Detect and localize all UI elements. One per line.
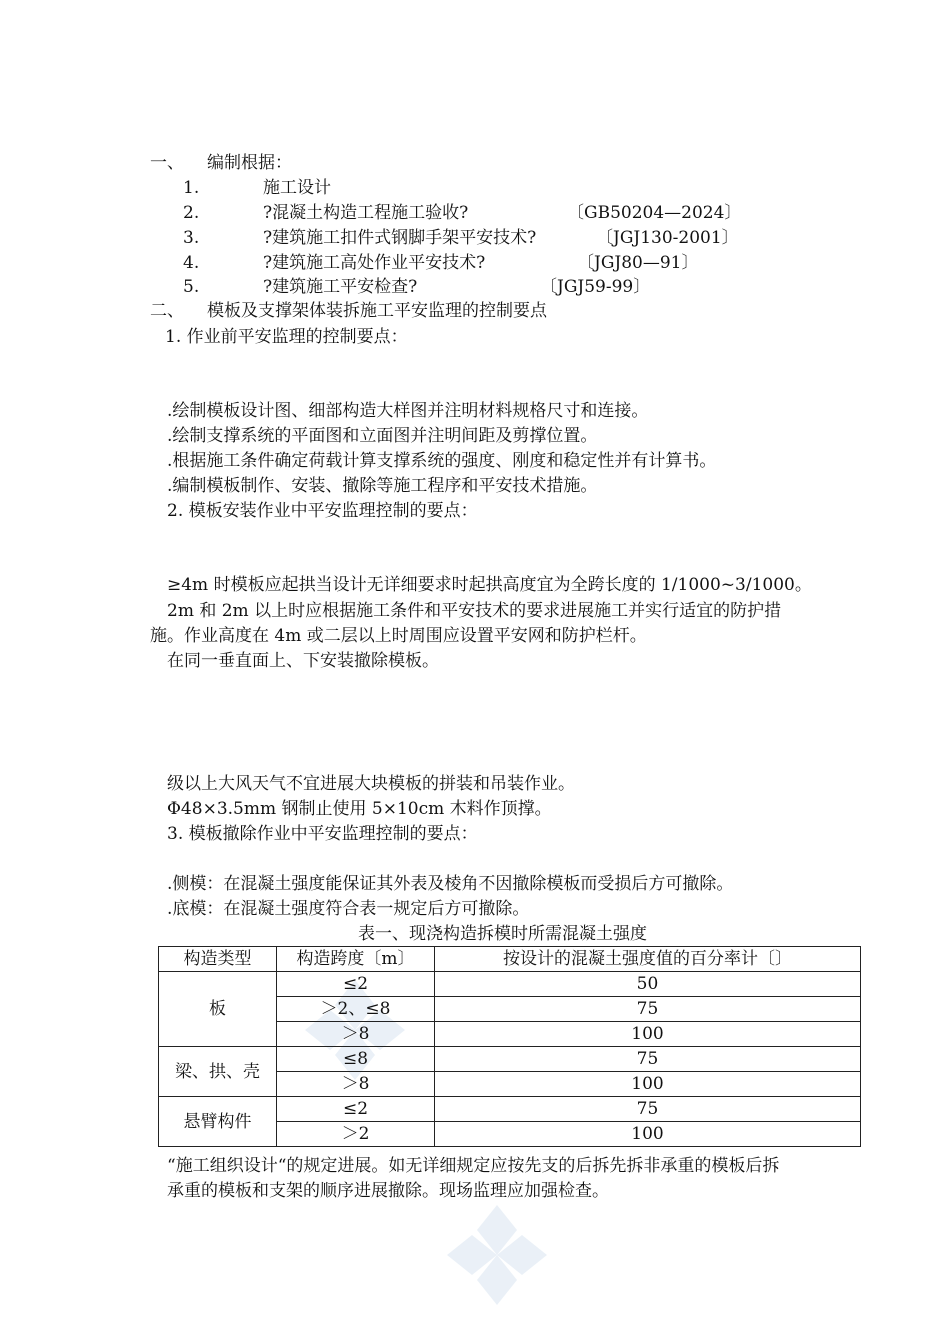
table-caption: 表一、现浇构造拆模时所需混凝土强度: [358, 924, 647, 944]
strength-table: [158, 946, 861, 1147]
pct-cell: 100: [435, 1022, 861, 1047]
list-item-num: 2.: [183, 203, 200, 223]
span-cell: ≤2: [277, 1097, 435, 1122]
paragraph: .底模：在混凝土强度符合表一规定后方可撤除。: [167, 899, 530, 919]
table-row: [159, 1047, 861, 1072]
pct-cell: 100: [435, 1122, 861, 1147]
paragraph: ≥4m 时模板应起拱当设计无详细要求时起拱高度宜为全跨长度的 1/1000~3/1000。: [167, 575, 812, 595]
list-item-num: 1.: [183, 178, 200, 198]
section1-heading-num: 一、: [150, 153, 184, 173]
list-item-text: ?混凝土构造工程施工验收?: [263, 203, 469, 223]
paragraph: 2m 和 2m 以上时应根据施工条件和平安技术的要求进展施工并实行适宜的防护措: [167, 601, 782, 621]
type-cell: 梁、拱、壳: [159, 1047, 277, 1097]
list-item-num: 4.: [183, 253, 200, 273]
type-cell: 板: [159, 972, 277, 1047]
paragraph: 承重的模板和支架的顺序进展撤除。现场监理应加强检查。: [167, 1181, 609, 1201]
pct-cell: 75: [435, 1047, 861, 1072]
paragraph: .编制模板制作、安装、撤除等施工程序和平安技术措施。: [167, 476, 598, 496]
section1-heading: 编制根据：: [207, 153, 292, 173]
list-item-num: 3.: [183, 228, 200, 248]
subsection-title: 3. 模板撤除作业中平安监理控制的要点：: [167, 824, 478, 844]
watermark-logo-icon: [442, 1200, 552, 1310]
header-cell: 构造类型: [159, 947, 277, 972]
pct-cell: 75: [435, 1097, 861, 1122]
list-item-code: 〔JGJ80—91〕: [577, 253, 699, 273]
paragraph: 施。作业高度在 4m 或二层以上时周围应设置平安网和防护栏杆。: [150, 626, 647, 646]
header-cell: 构造跨度〔m〕: [277, 947, 435, 972]
span-cell: ＞8: [277, 1022, 435, 1047]
paragraph: .根据施工条件确定荷载计算支撑系统的强度、刚度和稳定性并有计算书。: [167, 451, 717, 471]
pct-cell: 75: [435, 997, 861, 1022]
type-cell: 悬臂构件: [159, 1097, 277, 1147]
span-cell: ＞2、≤8: [277, 997, 435, 1022]
section2-heading-num: 二、: [150, 301, 184, 321]
list-item-text: ?建筑施工扣件式钢脚手架平安技术?: [263, 228, 537, 248]
subsection-title: 2. 模板安装作业中平安监理控制的要点：: [167, 501, 478, 521]
paragraph: “施工组织设计“的规定进展。如无详细规定应按先支的后拆先拆非承重的模板后拆: [167, 1156, 780, 1176]
section2-heading: 模板及支撑架体装拆施工平安监理的控制要点: [207, 301, 547, 321]
table-header-row: [159, 947, 861, 972]
paragraph: .绘制模板设计图、细部构造大样图并注明材料规格尺寸和连接。: [167, 401, 649, 421]
paragraph: 在同一垂直面上、下安装撤除模板。: [167, 651, 439, 671]
pct-cell: 100: [435, 1072, 861, 1097]
paragraph: .绘制支撑系统的平面图和立面图并注明间距及剪撑位置。: [167, 426, 598, 446]
header-cell: 按设计的混凝土强度值的百分率计〔〕: [435, 947, 861, 972]
list-item-num: 5.: [183, 277, 200, 297]
span-cell: ≤8: [277, 1047, 435, 1072]
list-item-text: ?建筑施工高处作业平安技术?: [263, 253, 486, 273]
span-cell: ＞8: [277, 1072, 435, 1097]
table-row: [159, 972, 861, 997]
span-cell: ＞2: [277, 1122, 435, 1147]
list-item-code: 〔GB50204—2024〕: [567, 203, 742, 223]
table-row: [159, 1097, 861, 1122]
paragraph: .侧模：在混凝土强度能保证其外表及棱角不因撤除模板而受损后方可撤除。: [167, 874, 734, 894]
pct-cell: 50: [435, 972, 861, 997]
list-item-text: ?建筑施工平安检查?: [263, 277, 418, 297]
list-item-text: 施工设计: [263, 178, 331, 198]
subsection-title: 1. 作业前平安监理的控制要点：: [165, 327, 408, 347]
list-item-code: 〔JGJ130-2001〕: [596, 228, 739, 248]
span-cell: ≤2: [277, 972, 435, 997]
paragraph: 级以上大风天气不宜进展大块模板的拼装和吊装作业。: [167, 774, 575, 794]
list-item-code: 〔JGJ59-99〕: [540, 277, 651, 297]
paragraph: Φ48×3.5mm 钢制止使用 5×10cm 木料作顶撑。: [167, 799, 552, 819]
